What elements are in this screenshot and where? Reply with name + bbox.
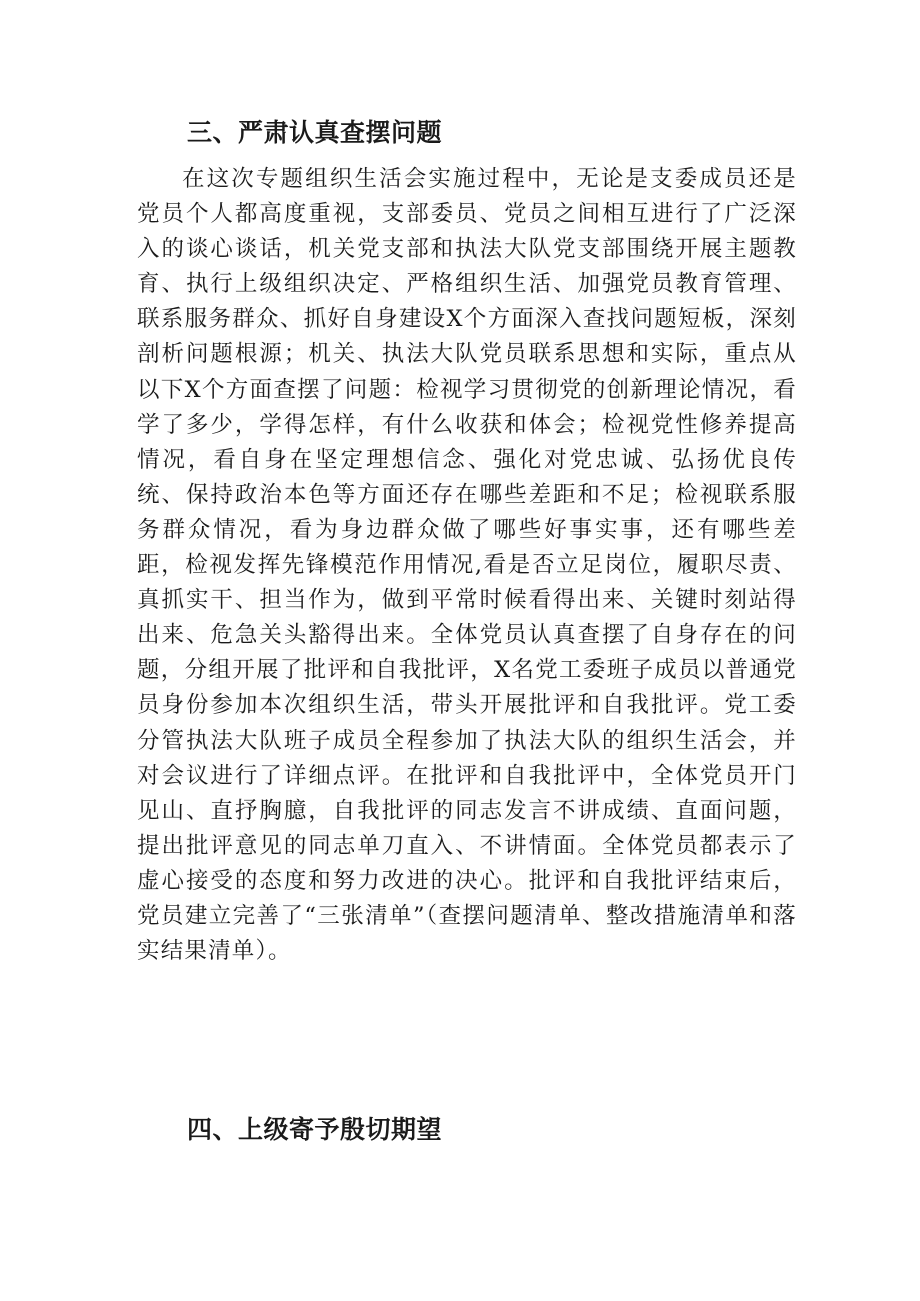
section-3-heading: 三、严肃认真查摆问题 bbox=[187, 118, 443, 147]
section-3-paragraph: 在这次专题组织生活会实施过程中，无论是支委成员还是党员个人都高度重视，支部委员、党员之间相互进行了广泛深入的谈心谈话，机关党支部和执法大队党支部围绕开展主题教育、执行上级组织决定、严格组织生活、加强党员教育管理、联系服务群众、抓好自身建设X个方面深入查找问题短板，深刻剖析问题根源；机关、执法大队党员联系思想和实际，重点从以下X个方面查摆了问题：检视学习贯彻党的创新理论情况，看学了多少，学得怎样，有什么收获和体会；检视党性修养提高情况，看自身在坚定理想信念、强化对党忠诚、弘扬优良传统、保持政治本色等方面还存在哪些差距和不足；检视联系服务群众情况，看为身边群众做了哪些好事实事，还有哪些差距，检视发挥先锋模范作用情况,看是否立足岗位，履职尽责、真抓实干、担当作为，做到平常时候看得出来、关键时刻站得出来、危急关头豁得出来。全体党员认真查摆了自身存在的问题，分组开展了批评和自我批评，X名党工委班子成员以普通党员身份参加本次组织生活，带头开展批评和自我批评。党工委分管执法大队班子成员全程参加了执法大队的组织生活会，并对会议进行了详细点评。在批评和自我批评中，全体党员开门见山、直抒胸臆，自我批评的同志发言不讲成绩、直面问题，提出批评意见的同志单刀直入、不讲情面。全体党员都表示了虚心接受的态度和努力改进的决心。批评和自我批评结束后，党员建立完善了“三张清单”（查摆问题清单、整改措施清单和落实结果清单）。 bbox=[137, 166, 797, 965]
section-4-heading: 四、上级寄予殷切期望 bbox=[187, 1115, 443, 1144]
